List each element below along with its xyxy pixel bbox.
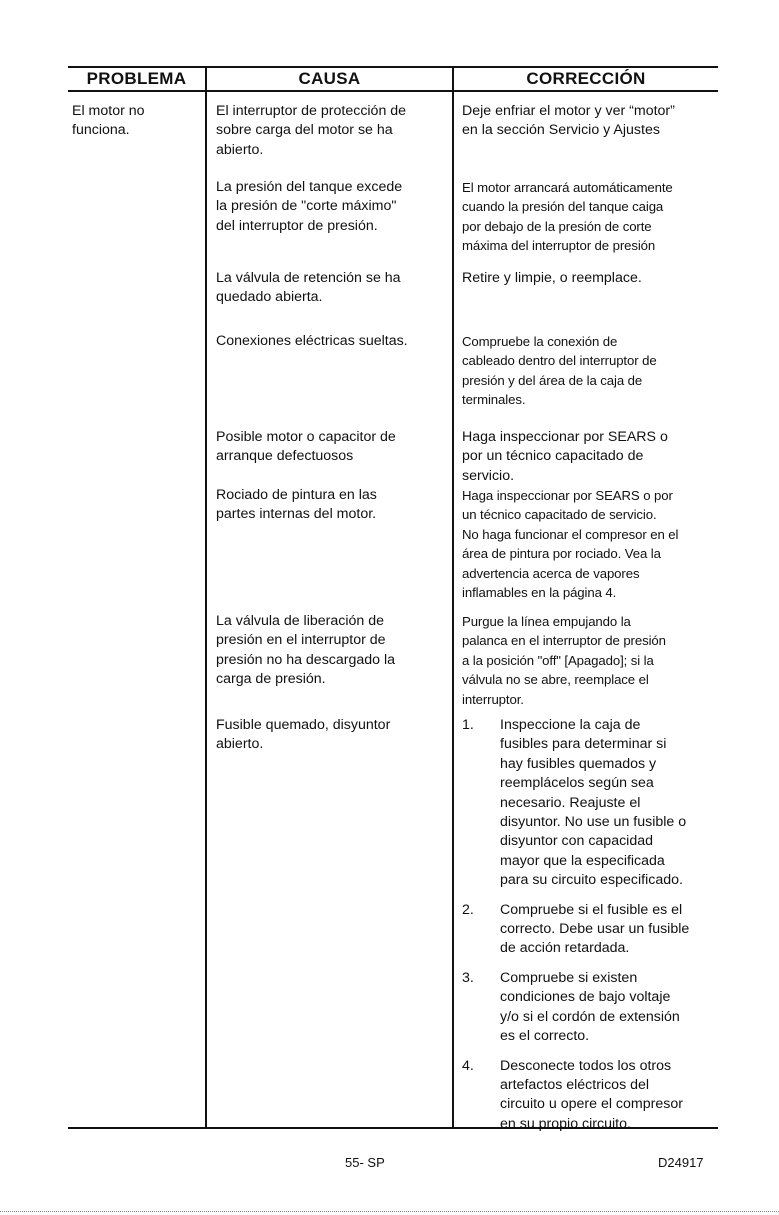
correction-line: Retire y limpie, o reemplace.: [462, 270, 642, 286]
correction-line: un técnico capacitado de servicio.: [462, 507, 657, 523]
correction-line: Haga inspeccionar por SEARS o: [462, 429, 668, 445]
step-item: [462, 969, 722, 1047]
document-code: D24917: [658, 1155, 704, 1170]
problem-text: [72, 102, 202, 141]
cause-line: La presión del tanque excede: [216, 179, 403, 195]
cause-8: [216, 716, 451, 755]
step-line: Inspeccione la caja de: [500, 717, 641, 733]
correction-line: Purgue la línea empujando la: [462, 614, 631, 629]
correction-line: cableado dentro del interruptor de: [462, 353, 657, 369]
cause-line: Rociado de pintura en las: [216, 487, 377, 503]
correction-line: en la sección Servicio y Ajustes: [462, 122, 660, 139]
cause-line: del interruptor de presión.: [216, 217, 378, 234]
cause-3: [216, 269, 451, 308]
step-line: artefactos eléctricos del: [500, 1076, 650, 1093]
step-line: mayor que la especificada: [500, 852, 665, 869]
correction-line: máxima del interruptor de presión: [462, 238, 656, 254]
correction-7: [462, 612, 722, 709]
correction-line: Haga inspeccionar por SEARS o por: [462, 488, 673, 503]
step-line: hay fusibles quemados y: [500, 755, 657, 772]
step-line: disyuntor con capacidad: [500, 833, 654, 850]
step-line: es el correcto.: [500, 1028, 590, 1045]
cause-line: la presión de "corte máximo": [216, 198, 397, 215]
correction-2: [462, 178, 722, 256]
correction-line: palanca en el interruptor de presión: [462, 633, 666, 649]
cause-line: Posible motor o capacitor de: [216, 429, 396, 445]
cause-line: La válvula de liberación de: [216, 613, 384, 629]
cause-6: [216, 486, 451, 525]
cause-line: sobre carga del motor se ha: [216, 122, 393, 139]
problem-line: El motor no: [72, 103, 145, 119]
step-line: Compruebe si existen: [500, 969, 638, 986]
correction-1: [462, 102, 722, 141]
cause-line: presión no ha descargado la: [216, 651, 396, 668]
correction-6: [462, 486, 722, 602]
step-line: y/o si el cordón de extensión: [500, 1008, 680, 1025]
cause-line: abierto.: [216, 736, 264, 753]
cause-line: abierto.: [216, 141, 264, 158]
step-line: condiciones de bajo voltaje: [500, 989, 671, 1006]
correction-line: cuando la presión del tanque caiga: [462, 199, 664, 215]
cause-line: La válvula de retención se ha: [216, 270, 401, 286]
cause-line: Conexiones eléctricas sueltas.: [216, 333, 408, 349]
cause-line: partes internas del motor.: [216, 506, 377, 523]
correction-line: advertencia acerca de vapores: [462, 565, 640, 581]
step-number: 3.: [462, 969, 474, 986]
column-divider-2: [452, 66, 454, 1128]
correction-line: área de pintura por rociado. Vea la: [462, 546, 661, 562]
header-correction: CORRECCIÓN: [526, 69, 646, 88]
correction-4: [462, 332, 722, 410]
page-number: 55- SP: [345, 1155, 385, 1170]
step-line: de acción retardada.: [500, 940, 630, 957]
correction-line: servicio.: [462, 467, 515, 484]
step-item: [462, 901, 722, 959]
cause-line: quedado abierta.: [216, 289, 323, 306]
correction-line: por debajo de la presión de corte: [462, 218, 652, 234]
correction-line: a la posición "off" [Apagado]; si la: [462, 652, 654, 668]
step-number: 1.: [462, 717, 474, 733]
step-line: Desconecte todos los otros: [500, 1057, 672, 1074]
cause-1: [216, 102, 451, 160]
header-problem: PROBLEMA: [86, 69, 187, 88]
cause-line: El interruptor de protección de: [216, 103, 407, 119]
step-number: 4.: [462, 1057, 474, 1074]
correction-line: terminales.: [462, 392, 526, 408]
cause-line: carga de presión.: [216, 671, 326, 688]
correction-line: Deje enfriar el motor y ver “motor”: [462, 103, 675, 119]
correction-line: El motor arrancará automáticamente: [462, 180, 673, 195]
cause-5: [216, 428, 451, 467]
correction-line: inflamables en la página 4.: [462, 585, 617, 601]
header-cause: CAUSA: [298, 69, 361, 88]
step-item: [462, 1057, 722, 1135]
cause-line: presión en el interruptor de: [216, 632, 386, 649]
step-number: 2.: [462, 901, 474, 918]
cause-2: [216, 178, 451, 236]
correction-line: Compruebe la conexión de: [462, 334, 618, 349]
step-line: reemplácelos según sea: [500, 775, 654, 792]
correction-5: [462, 428, 722, 486]
step-line: para su circuito especificado.: [500, 872, 683, 889]
cause-line: Fusible quemado, disyuntor: [216, 717, 391, 733]
cause-line: arranque defectuosos: [216, 448, 354, 465]
step-item: [462, 716, 722, 891]
header-bottom-rule: [68, 90, 718, 92]
step-line: en su propio circuito.: [500, 1115, 631, 1132]
correction-line: por un técnico capacitado de: [462, 448, 644, 465]
bottom-dotted-edge: [0, 1211, 779, 1212]
step-line: disyuntor. No use un fusible o: [500, 814, 687, 831]
step-line: correcto. Debe usar un fusible: [500, 921, 690, 938]
step-line: fusibles para determinar si: [500, 736, 667, 753]
correction-3: [462, 269, 722, 288]
correction-line: interruptor.: [462, 691, 524, 707]
cause-4: [216, 332, 451, 351]
step-line: necesario. Reajuste el: [500, 794, 641, 811]
correction-line: No haga funcionar el compresor en el: [462, 526, 679, 542]
step-line: Compruebe si el fusible es el: [500, 901, 683, 918]
correction-line: válvula no se abre, reemplace el: [462, 672, 649, 688]
correction-line: presión y del área de la caja de: [462, 372, 643, 388]
cause-7: [216, 612, 451, 690]
problem-line: funciona.: [72, 122, 130, 139]
step-list: [462, 716, 722, 1134]
step-line: circuito u opere el compresor: [500, 1096, 683, 1113]
column-divider-1: [205, 66, 207, 1128]
